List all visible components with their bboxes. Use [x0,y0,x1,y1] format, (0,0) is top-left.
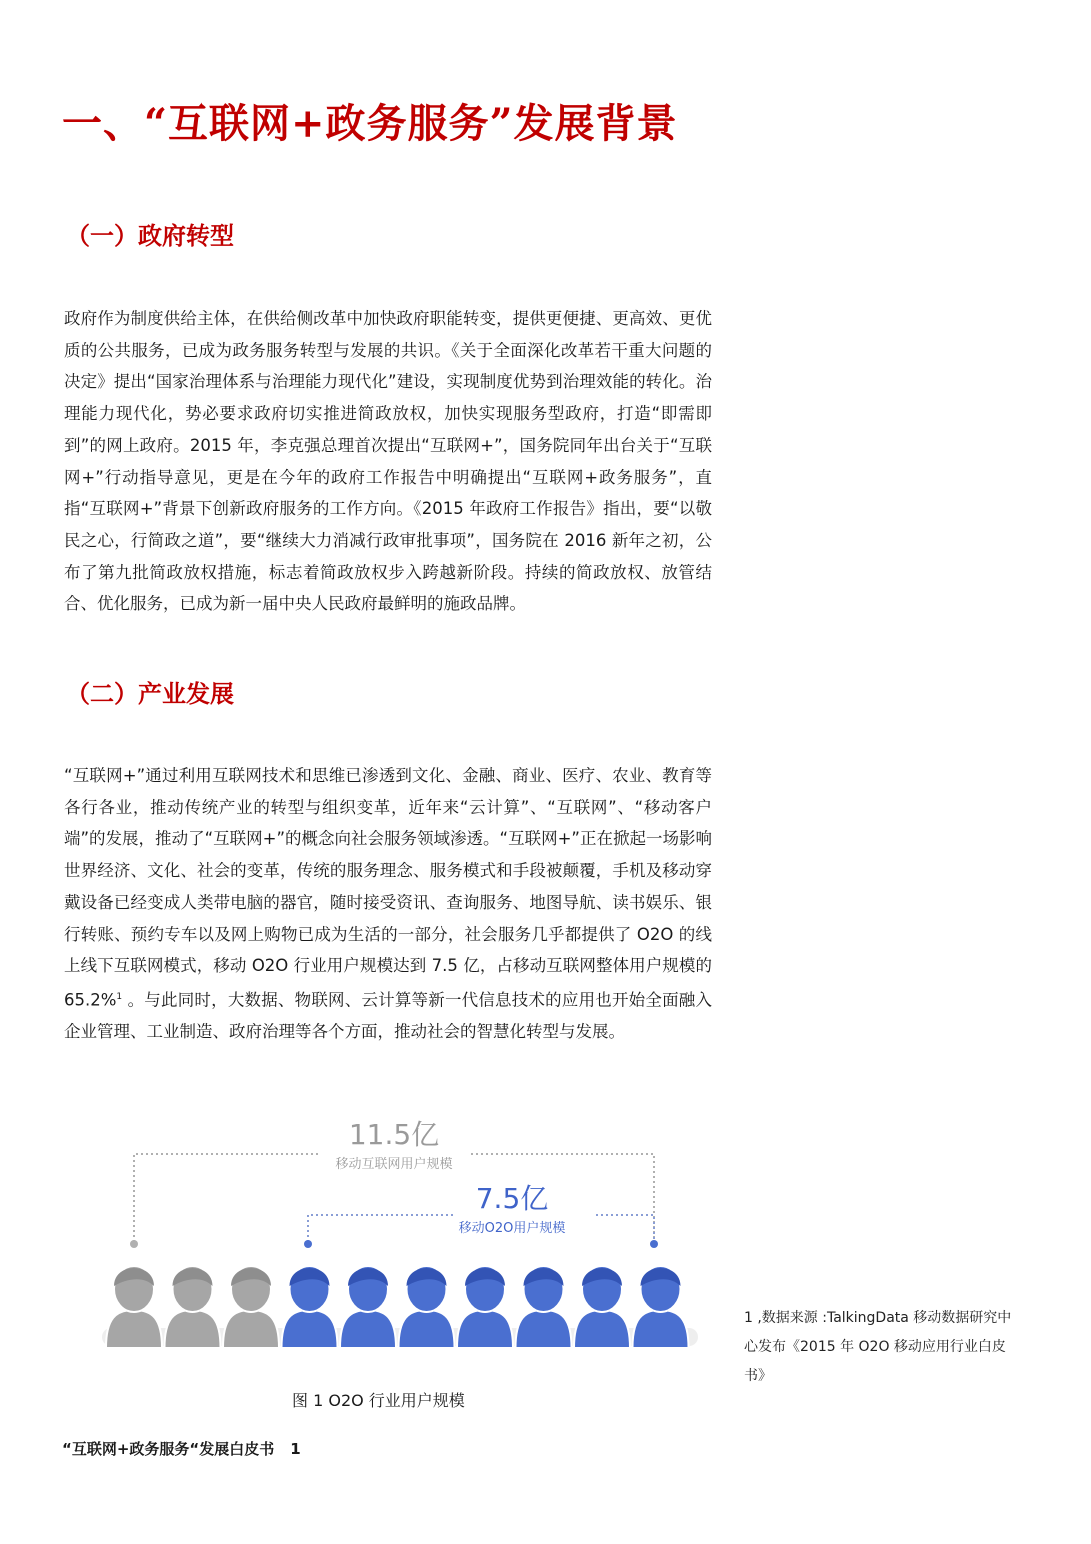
total-label: 移动互联网用户规模 [335,1157,453,1172]
footer-doc-title: “互联网+政务服务“发展白皮书 [62,1440,275,1458]
user-icon-general [106,1266,162,1348]
paragraph-industry-body: “互联网+”通过利用互联网技术和思维已渗透到文化、金融、商业、医疗、农业、教育等各行各业，推动传统产业的转型与组织变革，近年来“云计算”、“互联网”、“移动客户端”的发展，推动了“互联网+”的概念向社会服务领域渗透。“互联网+”正在掀起一场影响世界经济、文化、社会的变革，传统的服务理念、服务模式和手段被颠覆，手机及移动穿戴设备已经变成人类带电脑的器官，随时接受资讯、查询服务、地图导航、读书娱乐、银行转账、预约专车以及网上购物已成为生活的一部分，社会服务几乎都提供了 O2O 的线上线下互联网模式，移动 O2O 行业用户规模达到 7.5 亿，占移动互联网整体用户规模的 65.2% [64,766,712,1010]
section-heading-industry: （二）产业发展 [66,680,234,708]
user-icon-o2o [516,1266,572,1348]
user-icon-general [165,1266,221,1348]
chapter-title: 一、“互联网+政务服务”发展背景 [62,100,678,147]
user-icon-general [223,1266,279,1348]
user-icon-o2o [340,1266,396,1348]
user-icon-o2o [457,1266,513,1348]
total-bracket-dot-left [130,1240,138,1248]
figure-graphic [94,1112,704,1362]
user-icon-o2o [399,1266,455,1348]
user-icon-o2o [282,1266,338,1348]
total-value: 11.5亿 [348,1118,440,1151]
page-footer [62,1438,301,1459]
o2o-value: 7.5亿 [475,1182,549,1215]
paragraph-industry-tail: 。与此同时，大数据、物联网、云计算等新一代信息技术的应用也开始全面融入企业管理、工业制造、政府治理等各个方面，推动社会的智慧化转型与发展。 [64,990,712,1042]
o2o-bracket-dot-left [304,1240,312,1248]
o2o-label: 移动O2O用户规模 [458,1221,566,1236]
user-icon-o2o [633,1266,689,1348]
user-icon-o2o [574,1266,630,1348]
page-number: 1 [290,1440,301,1458]
section-heading-government: （一）政府转型 [66,222,234,250]
paragraph-government-transformation: 政府作为制度供给主体，在供给侧改革中加快政府职能转变，提供更便捷、更高效、更优质的公共服务，已成为政务服务转型与发展的共识。《关于全面深化改革若干重大问题的决定》提出“国家治理体系与治理能力现代化”建设，实现制度优势到治理效能的转化。治理能力现代化，势必要求政府切实推进简政放权，加快实现服务型政府，打造“即需即到”的网上政府。2015 年，李克强总理首次提出“互联网+”，国务院同年出台关于“互联网+”行动指导意见，更是在今年的政府工作报告中明确提出“互联网+政务服务”，直指“互联网+”背景下创新政府服务的工作方向。《2015 年政府工作报告》指出，要“以敬民之心，行简政之道”，要“继续大力消减行政审批事项”，国务院在 2016 新年之初，公布了第九批简政放权措施，标志着简政放权步入跨越新阶段。持续的简政放权、放管结合、优化服务，已成为新一届中央人民政府最鲜明的施政品牌。 [64,309,712,614]
o2o-user-scale-figure [94,1112,704,1362]
o2o-bracket-dot-right [650,1240,658,1248]
figure-caption: 图 1 O2O 行业用户规模 [292,1391,465,1410]
footnote-text: 1 ,数据来源 :TalkingData 移动数据研究中心发布《2015 年 O2O 移动应用行业白皮书》 [744,1310,1012,1384]
footnote-ref: 1 [116,991,123,1002]
paragraph-industry-development [64,760,712,1048]
